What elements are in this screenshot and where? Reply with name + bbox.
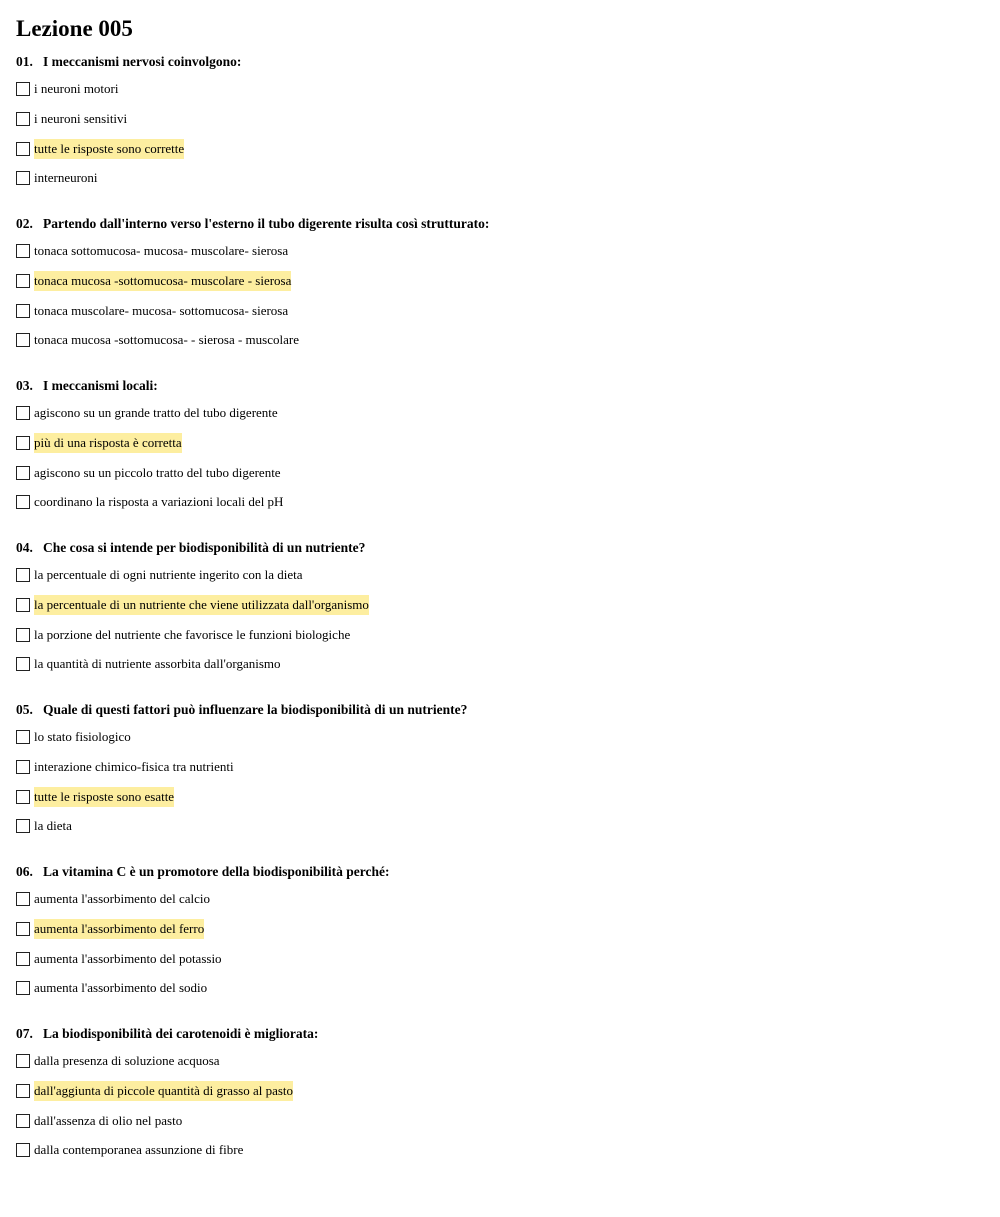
checkbox[interactable] bbox=[16, 406, 30, 420]
answer-text-highlighted: più di una risposta è corretta bbox=[34, 433, 182, 453]
answer-text-highlighted: aumenta l'assorbimento del ferro bbox=[34, 919, 204, 939]
answer-option[interactable] bbox=[16, 1111, 182, 1131]
question-number: 05. bbox=[16, 702, 33, 717]
answer-option[interactable] bbox=[16, 271, 291, 291]
question-text: I meccanismi locali: bbox=[43, 378, 158, 393]
answer-text: dall'assenza di olio nel pasto bbox=[34, 1112, 183, 1128]
answer-text-highlighted: tonaca mucosa -sottomucosa- muscolare - sierosa bbox=[34, 271, 291, 291]
checkbox[interactable] bbox=[16, 790, 30, 804]
checkbox[interactable] bbox=[16, 598, 30, 612]
checkbox[interactable] bbox=[16, 466, 30, 480]
question bbox=[16, 1025, 319, 1158]
question-number: 07. bbox=[16, 1026, 33, 1041]
answer-option[interactable] bbox=[16, 787, 174, 807]
answer-text: tonaca mucosa -sottomucosa- - sierosa - muscolare bbox=[34, 332, 299, 348]
answer-option[interactable] bbox=[16, 492, 283, 512]
answer-option[interactable] bbox=[16, 463, 281, 483]
question bbox=[16, 863, 390, 996]
question-header bbox=[16, 539, 365, 557]
answer-option[interactable] bbox=[16, 625, 350, 645]
answer-text: interazione chimico-fisica tra nutrienti bbox=[34, 758, 234, 774]
question-header bbox=[16, 53, 241, 71]
answer-text: aumenta l'assorbimento del sodio bbox=[34, 980, 208, 996]
checkbox[interactable] bbox=[16, 495, 30, 509]
answer-text: i neuroni sensitivi bbox=[34, 110, 128, 126]
answer-option[interactable] bbox=[16, 816, 72, 836]
answer-option[interactable] bbox=[16, 403, 278, 423]
question-text: La biodisponibilità dei carotenoidi è migliorata: bbox=[43, 1026, 319, 1041]
checkbox[interactable] bbox=[16, 819, 30, 833]
checkbox[interactable] bbox=[16, 112, 30, 126]
checkbox[interactable] bbox=[16, 892, 30, 906]
answer-text: la percentuale di ogni nutriente ingerito con la dieta bbox=[34, 567, 303, 582]
checkbox[interactable] bbox=[16, 304, 30, 318]
checkbox[interactable] bbox=[16, 244, 30, 258]
question-number: 06. bbox=[16, 864, 33, 879]
question-text: Partendo dall'interno verso l'esterno il tubo digerente risulta così strutturato: bbox=[43, 216, 490, 231]
checkbox[interactable] bbox=[16, 1143, 30, 1157]
answer-text-highlighted: tutte le risposte sono esatte bbox=[34, 787, 174, 807]
answer-text: agiscono su un piccolo tratto del tubo digerente bbox=[34, 464, 281, 480]
question-text: I meccanismi nervosi coinvolgono: bbox=[43, 54, 242, 69]
question-number: 03. bbox=[16, 378, 33, 393]
checkbox[interactable] bbox=[16, 436, 30, 450]
question-text: Che cosa si intende per biodisponibilità di un nutriente? bbox=[43, 540, 366, 555]
answer-option[interactable] bbox=[16, 1140, 243, 1160]
answer-text-highlighted: tutte le risposte sono corrette bbox=[34, 139, 184, 159]
question-header bbox=[16, 215, 489, 233]
answer-option[interactable] bbox=[16, 241, 288, 261]
page-title: Lezione 005 bbox=[16, 16, 133, 41]
answer-text: aumenta l'assorbimento del calcio bbox=[34, 891, 210, 906]
answer-option[interactable] bbox=[16, 1051, 220, 1071]
answer-text: dalla contemporanea assunzione di fibre bbox=[34, 1142, 244, 1158]
question-text: La vitamina C è un promotore della biodisponibilità perché: bbox=[43, 864, 390, 879]
answer-text: interneuroni bbox=[34, 170, 98, 186]
checkbox[interactable] bbox=[16, 1084, 30, 1098]
question bbox=[16, 377, 284, 510]
checkbox[interactable] bbox=[16, 171, 30, 185]
question-text: Quale di questi fattori può influenzare la biodisponibilità di un nutriente? bbox=[43, 702, 468, 717]
answer-option[interactable] bbox=[16, 109, 127, 129]
answer-option[interactable] bbox=[16, 301, 288, 321]
question-number: 02. bbox=[16, 216, 33, 231]
answer-option[interactable] bbox=[16, 889, 210, 909]
answer-option[interactable] bbox=[16, 168, 98, 188]
answer-option[interactable] bbox=[16, 949, 222, 969]
checkbox[interactable] bbox=[16, 568, 30, 582]
checkbox[interactable] bbox=[16, 274, 30, 288]
question-header bbox=[16, 863, 390, 881]
answer-option[interactable] bbox=[16, 565, 303, 585]
answer-option[interactable] bbox=[16, 139, 184, 159]
answer-text: la porzione del nutriente che favorisce le funzioni biologiche bbox=[34, 626, 351, 642]
answer-text: i neuroni motori bbox=[34, 81, 119, 96]
checkbox[interactable] bbox=[16, 1054, 30, 1068]
answer-option[interactable] bbox=[16, 79, 119, 99]
question bbox=[16, 539, 369, 672]
page bbox=[16, 14, 984, 1158]
question bbox=[16, 215, 490, 348]
question-header bbox=[16, 701, 467, 719]
checkbox[interactable] bbox=[16, 628, 30, 642]
answer-text: lo stato fisiologico bbox=[34, 729, 131, 744]
checkbox[interactable] bbox=[16, 657, 30, 671]
question bbox=[16, 701, 468, 834]
answer-text: tonaca muscolare- mucosa- sottomucosa- sierosa bbox=[34, 302, 289, 318]
checkbox[interactable] bbox=[16, 82, 30, 96]
answer-text: coordinano la risposta a variazioni locali del pH bbox=[34, 494, 284, 510]
answer-text: aumenta l'assorbimento del potassio bbox=[34, 950, 222, 966]
checkbox[interactable] bbox=[16, 730, 30, 744]
answer-text: dalla presenza di soluzione acquosa bbox=[34, 1053, 220, 1068]
answer-option[interactable] bbox=[16, 978, 207, 998]
answer-text-highlighted: dall'aggiunta di piccole quantità di grasso al pasto bbox=[34, 1081, 293, 1101]
answer-option[interactable] bbox=[16, 654, 281, 674]
checkbox[interactable] bbox=[16, 142, 30, 156]
answer-option[interactable] bbox=[16, 919, 204, 939]
answer-option[interactable] bbox=[16, 1081, 293, 1101]
answer-text: tonaca sottomucosa- mucosa- muscolare- sierosa bbox=[34, 243, 289, 258]
checkbox[interactable] bbox=[16, 952, 30, 966]
answer-text: la quantità di nutriente assorbita dall'organismo bbox=[34, 656, 281, 672]
answer-text-highlighted: la percentuale di un nutriente che viene utilizzata dall'organismo bbox=[34, 595, 369, 615]
checkbox[interactable] bbox=[16, 760, 30, 774]
question-header bbox=[16, 377, 158, 395]
answer-option[interactable] bbox=[16, 595, 369, 615]
answer-option[interactable] bbox=[16, 433, 182, 453]
question bbox=[16, 53, 242, 186]
answer-option[interactable] bbox=[16, 727, 131, 747]
question-header bbox=[16, 1025, 318, 1043]
checkbox[interactable] bbox=[16, 981, 30, 995]
answer-text: la dieta bbox=[34, 818, 72, 834]
answer-text: agiscono su un grande tratto del tubo digerente bbox=[34, 405, 278, 420]
question-number: 04. bbox=[16, 540, 33, 555]
checkbox[interactable] bbox=[16, 922, 30, 936]
checkbox[interactable] bbox=[16, 333, 30, 347]
checkbox[interactable] bbox=[16, 1114, 30, 1128]
answer-option[interactable] bbox=[16, 330, 299, 350]
question-number: 01. bbox=[16, 54, 33, 69]
answer-option[interactable] bbox=[16, 757, 234, 777]
